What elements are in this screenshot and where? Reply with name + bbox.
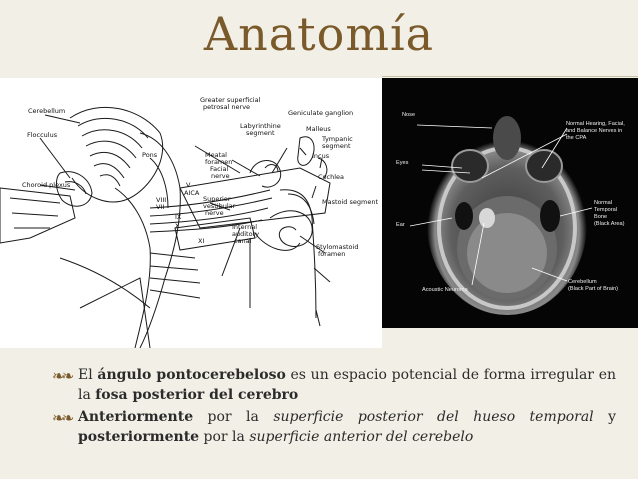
label-facial-1: Facial — [210, 165, 229, 173]
label-superior-vestibular-3: nerve — [205, 209, 224, 217]
label-internal-auditory-3: canal — [234, 237, 252, 245]
mri-label-eyes: Eyes — [396, 160, 409, 166]
bullet-bold-term: fosa posterior del cerebro — [95, 386, 299, 403]
bullet-list — [52, 366, 616, 450]
label-x: X — [175, 222, 180, 230]
label-viii: VIII — [156, 196, 167, 204]
label-stylomastoid-2: foramen — [318, 250, 346, 258]
mri-label-ear: Ear — [396, 222, 405, 228]
label-flocculus: Flocculus — [27, 131, 58, 139]
mri-label-normal-temporal-4: (Black Area) — [594, 221, 625, 227]
label-meatal-1: Meatal — [205, 151, 227, 159]
bullet-item — [52, 408, 616, 447]
bullet-text: es un espacio potencial de forma irregular en la — [78, 367, 616, 403]
bullet-italic-term: superficie anterior del cerebelo — [249, 428, 474, 445]
label-superior-vestibular-2: vestibular — [203, 202, 236, 210]
label-greater-superficial-2: petrosal nerve — [203, 103, 251, 111]
label-greater-superficial-1: Greater superficial — [200, 96, 261, 104]
label-cerebellum: Cerebellum — [28, 107, 66, 115]
mri-label-cerebellum-1: Cerebellum — [568, 279, 597, 285]
label-labyrinthine-2: segment — [246, 129, 275, 137]
bullet-bold-term: posteriormente — [78, 428, 200, 445]
label-meatal-2: foramen — [205, 158, 233, 166]
label-internal-auditory-1: Internal — [232, 223, 258, 231]
label-stylomastoid-1: Stylomastoid — [316, 243, 359, 251]
mri-label-normal-temporal-2: Temporal — [594, 207, 618, 213]
slide-title: Anatomía — [203, 7, 435, 61]
anatomy-drawing — [0, 78, 382, 348]
label-cochlea: Cochlea — [318, 173, 344, 181]
label-aica: AICA — [184, 189, 200, 197]
label-ix: IX — [175, 213, 182, 221]
mri-label-normal-temporal-3: Bone — [594, 214, 608, 220]
anatomy-diagram — [0, 78, 382, 348]
label-mastoid: Mastoid segment — [322, 198, 379, 206]
bullet-bold-term: Anteriormente — [78, 409, 194, 425]
label-incus: Incus — [312, 152, 330, 160]
mri-label-normal-hearing-2: and Balance Nerves in — [566, 128, 623, 134]
bullet-text: por la — [199, 428, 250, 445]
label-vii: VII — [156, 203, 165, 211]
mri-label-nose: Nose — [402, 112, 416, 118]
label-labyrinthine-1: Labyrinthine — [240, 122, 281, 130]
label-xi: XI — [198, 237, 205, 245]
mri-label-cerebellum-2: (Black Part of Brain) — [568, 286, 619, 292]
label-choroid-plexus: Choroid plexus — [22, 181, 71, 189]
bullet-text: El — [78, 367, 98, 383]
label-facial-2: nerve — [211, 172, 230, 180]
mri-label-acoustic-neuroma: Acoustic Neuroma — [422, 287, 468, 293]
label-tympanic-2: segment — [322, 142, 351, 150]
mri-label-normal-hearing-1: Normal Hearing, Facial, — [566, 121, 625, 127]
bullet-bold-term: ángulo pontocerebeloso — [97, 367, 286, 383]
label-v: V — [186, 181, 191, 189]
label-geniculate: Geniculate ganglion — [288, 109, 354, 117]
bullet-text: por la — [193, 409, 274, 425]
mri-label-normal-hearing-3: the CPA — [566, 135, 587, 141]
label-superior-vestibular-1: Superior — [203, 195, 231, 203]
label-pons: Pons — [142, 151, 158, 159]
mri-image — [382, 78, 638, 328]
label-malleus: Malleus — [306, 125, 331, 133]
bullet-text: y — [593, 409, 616, 425]
fleuron-bullet-icon: ❧❧ — [52, 409, 72, 427]
label-tympanic-1: Tympanic — [322, 135, 353, 143]
fleuron-bullet-icon: ❧❧ — [52, 367, 72, 385]
bullet-italic-term: superficie posterior del hueso temporal — [273, 409, 594, 425]
mri-label-normal-temporal-1: Normal — [594, 200, 613, 206]
bullet-item — [52, 366, 616, 405]
label-internal-auditory-2: auditory — [232, 230, 260, 238]
title-divider — [382, 76, 638, 77]
